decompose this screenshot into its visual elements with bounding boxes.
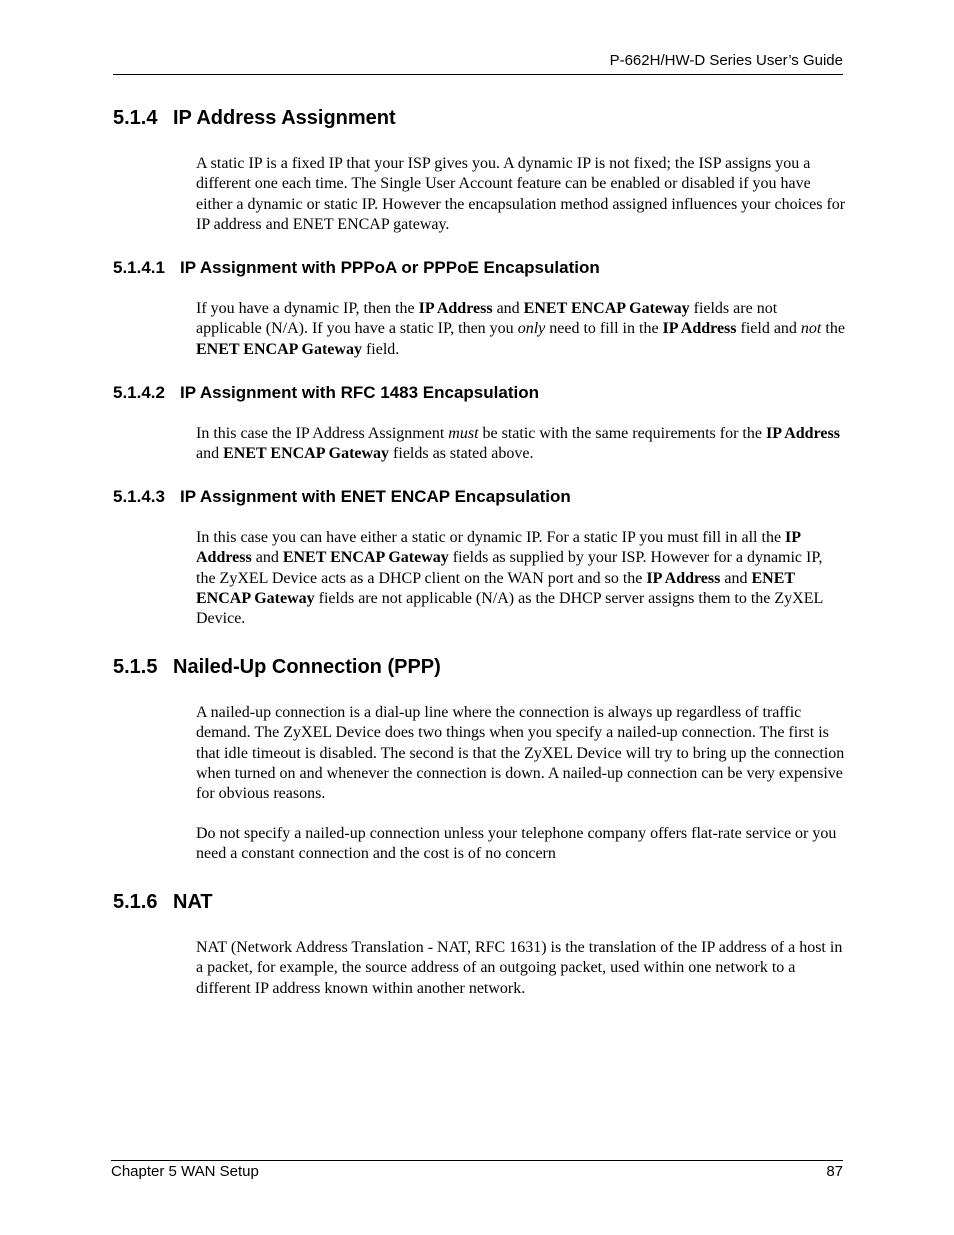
- bold-term: IP Address: [418, 300, 493, 317]
- text-run: fields as stated above.: [389, 445, 534, 463]
- bold-term: ENET ENCAP Gateway: [196, 340, 362, 358]
- text-run: need to fill in the: [545, 320, 663, 338]
- section-number: 5.1.6: [113, 891, 158, 913]
- page-header: [113, 52, 843, 75]
- bold-term: ENET ENCAP Gateway: [523, 300, 690, 317]
- section-heading-5-1-4-2: [113, 383, 539, 403]
- paragraph-nat: NAT (Network Address Translation - NAT, RFC 1631) is the translation of the IP address of a host in a packet, for example, the source address of an outgoing packet, used within one network to a different IP address known within another network.: [196, 939, 843, 997]
- page-number: 87: [826, 1163, 843, 1180]
- section-title: IP Assignment with ENET ENCAP Encapsulation: [180, 487, 571, 506]
- section-title: Nailed-Up Connection (PPP): [173, 656, 441, 678]
- text-run: and: [196, 445, 224, 463]
- bold-term: ENET ENCAP Gateway: [282, 549, 449, 567]
- text-run: fields are not applicable (N/A). If you have a static IP, then you: [196, 300, 778, 338]
- section-number: 5.1.5: [113, 656, 158, 678]
- text-run: and: [251, 549, 283, 567]
- italic-term: not: [800, 320, 822, 338]
- text-run: the: [821, 320, 845, 338]
- page-footer: [111, 1160, 843, 1185]
- paragraph-enet-encap: [196, 528, 846, 629]
- paragraph-ip-address-assignment: A static IP is a fixed IP that your ISP gives you. A dynamic IP is not fixed; the ISP assigns you a different one each time. The Single User Account feature can be enabled or disabled if you have either a dynamic or static IP. However the encapsulation method assigned influences your choices for IP address and ENET ENCAP gateway.: [196, 155, 846, 233]
- italic-term: must: [448, 425, 479, 442]
- section-heading-5-1-4-3: [113, 487, 571, 507]
- text-run: field.: [361, 340, 400, 358]
- text-run: fields are not applicable (N/A) as the DHCP server assigns them to the ZyXEL Device.: [196, 589, 823, 628]
- paragraph-rfc-1483: [196, 424, 846, 465]
- text-run: be static with the same requirements for the: [478, 425, 766, 442]
- bold-term: ENET ENCAP Gateway: [223, 445, 390, 463]
- section-heading-5-1-4: [113, 107, 396, 130]
- section-heading-5-1-5: [113, 656, 441, 679]
- text-run: In this case the IP Address Assignment: [196, 425, 449, 442]
- section-title: IP Assignment with PPPoA or PPPoE Encapsulation: [180, 258, 600, 277]
- bold-term: IP Address: [646, 569, 721, 587]
- text-run: field and: [736, 320, 801, 338]
- section-title: IP Address Assignment: [173, 107, 396, 129]
- text-run: In this case you can have either a static or dynamic IP. For a static IP you must fill in all the: [196, 529, 786, 546]
- bold-term: IP Address: [765, 425, 840, 442]
- paragraph-nailed-up-1: A nailed-up connection is a dial-up line where the connection is always up regardless of traffic demand. The ZyXEL Device does two things when you specify a nailed-up connection. The first is that idle timeout is disabled. The second is that the ZyXEL Device will try to bring up the connection when turned on and whenever the connection is down. A nailed-up connection can be very expensive for obvious reasons.: [196, 704, 845, 803]
- section-number: 5.1.4: [113, 107, 158, 129]
- text-run: and: [492, 300, 524, 317]
- section-heading-5-1-6: [113, 891, 213, 914]
- section-number: 5.1.4.3: [113, 487, 165, 506]
- chapter-label: Chapter 5 WAN Setup: [111, 1163, 259, 1180]
- text-run: If you have a dynamic IP, then the: [196, 300, 419, 317]
- section-number: 5.1.4.1: [113, 258, 165, 277]
- guide-title: P-662H/HW-D Series User’s Guide: [609, 52, 843, 69]
- section-title: NAT: [173, 891, 213, 913]
- bold-term: IP Address: [196, 529, 801, 567]
- paragraph-nailed-up-2: Do not specify a nailed-up connection unless your telephone company offers flat-rate service or you need a constant connection and the cost is of no concern: [196, 825, 837, 863]
- text-run: fields as supplied by your ISP. However for a dynamic IP, the ZyXEL Device acts as a DHCP client on the WAN port and so the: [196, 549, 823, 587]
- section-number: 5.1.4.2: [113, 383, 165, 402]
- text-run: and: [720, 569, 752, 587]
- italic-term: only: [517, 320, 546, 338]
- bold-term: IP Address: [662, 320, 737, 338]
- bold-term: ENET ENCAP Gateway: [196, 569, 795, 607]
- section-title: IP Assignment with RFC 1483 Encapsulation: [180, 383, 539, 402]
- section-heading-5-1-4-1: [113, 258, 600, 278]
- paragraph-pppoa-pppoe: [196, 299, 846, 360]
